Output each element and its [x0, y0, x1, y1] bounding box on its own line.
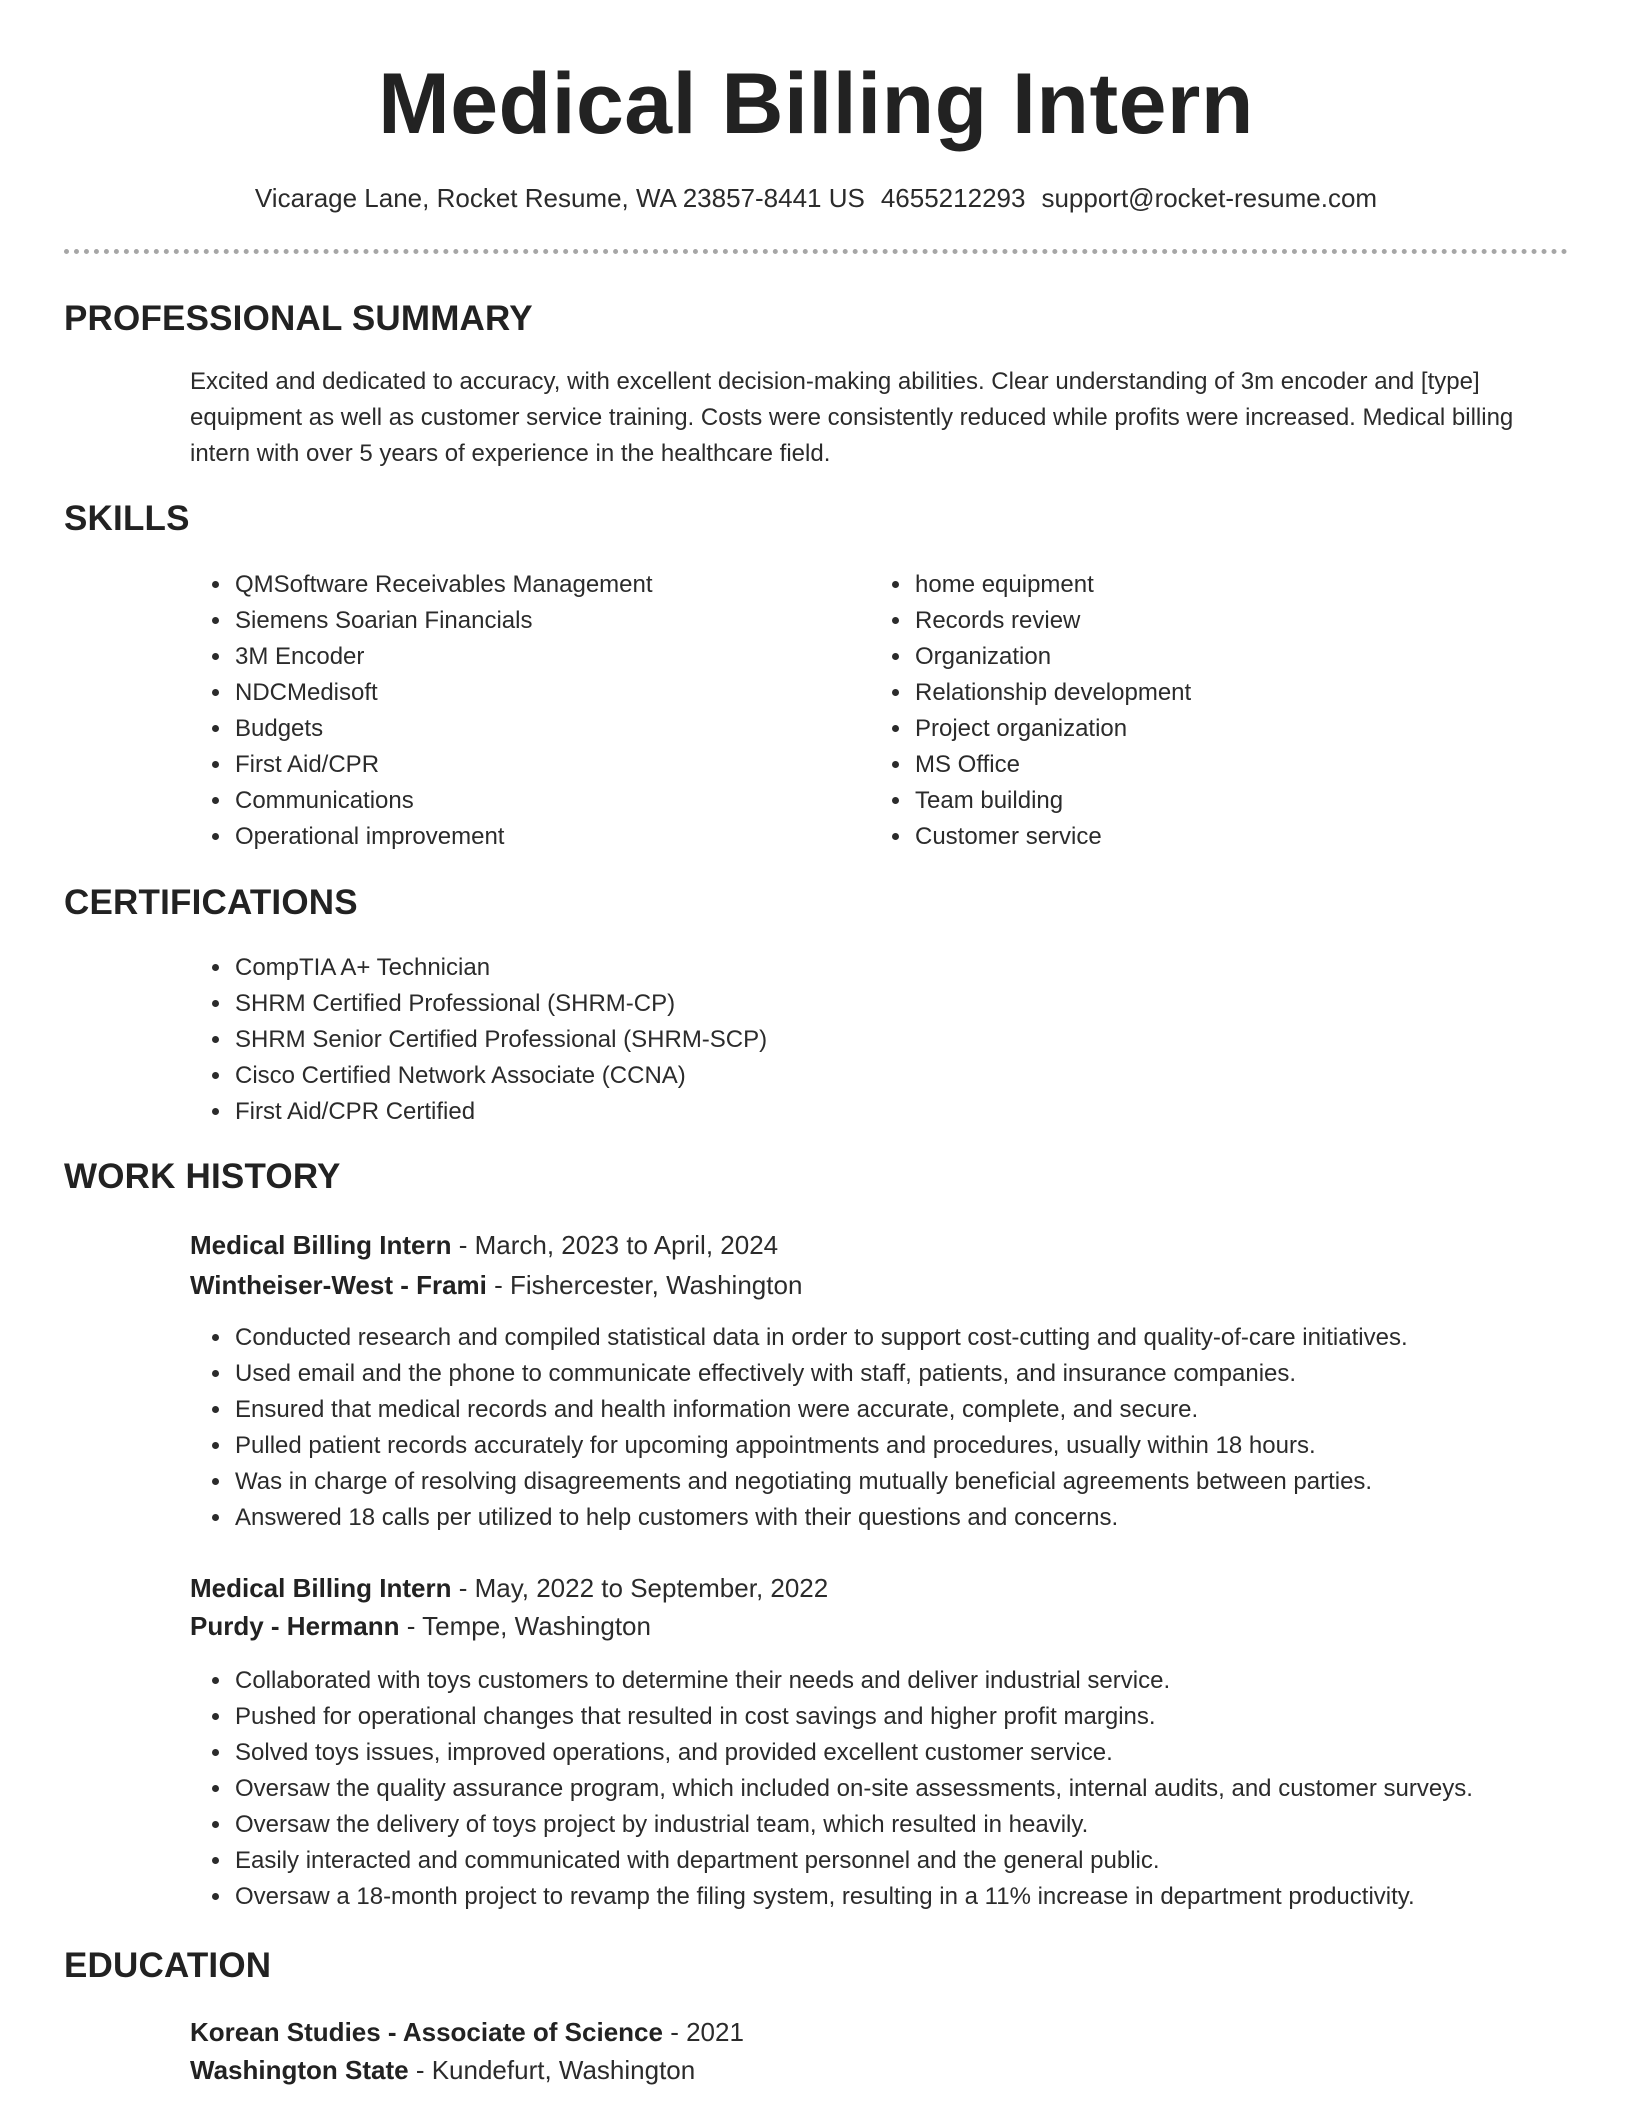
skills-heading: SKILLS	[64, 499, 190, 538]
job-company-line	[190, 1608, 651, 1644]
certification-item: • Cisco Certified Network Associate (CCNA)	[233, 1058, 1233, 1094]
skill-item: • Relationship development	[913, 675, 1513, 711]
skills-list-left	[190, 567, 833, 855]
skill-item: • Organization	[913, 639, 1513, 675]
certification-item: • CompTIA A+ Technician	[233, 950, 1233, 986]
graduation-year: - 2021	[662, 2017, 744, 2047]
certification-item: • SHRM Certified Professional (SHRM-CP)	[233, 986, 1233, 1022]
skill-item: • Project organization	[913, 711, 1513, 747]
skill-item: • Records review	[913, 603, 1513, 639]
job-bullet: • Oversaw the quality assurance program, which included on-site assessments, internal audits, and customer surveys.	[233, 1771, 1632, 1807]
contact-line	[0, 180, 1632, 216]
job-title: Medical Billing Intern	[190, 1573, 452, 1603]
summary-text: Excited and dedicated to accuracy, with excellent decision-making abilities. Clear understanding of 3m encoder and [type] equipment as well as customer service training. Costs were consistently reduced while profits were increased. Medical billing intern with over 5 years of experience in the healthcare field.	[190, 368, 1514, 467]
skill-item: • Operational improvement	[233, 819, 833, 855]
summary-heading: PROFESSIONAL SUMMARY	[64, 299, 533, 338]
job-company: Purdy - Hermann	[190, 1611, 400, 1641]
job-dates: - March, 2023 to April, 2024	[451, 1230, 779, 1260]
school-location: - Kundefurt, Washington	[408, 2055, 696, 2085]
job-bullet: • Pushed for operational changes that resulted in cost savings and higher profit margins.	[233, 1699, 1632, 1735]
job-company-line	[190, 1267, 802, 1303]
school-line	[190, 2052, 695, 2088]
work-history-heading: WORK HISTORY	[64, 1157, 341, 1196]
skills-list-right	[870, 567, 1513, 855]
certifications-heading: CERTIFICATIONS	[64, 883, 358, 922]
address: Vicarage Lane, Rocket Resume, WA 23857-8441 US	[254, 183, 865, 213]
skill-item: • NDCMedisoft	[233, 675, 833, 711]
job-bullet: • Oversaw a 18-month project to revamp the filing system, resulting in a 11% increase in department productivity.	[233, 1879, 1632, 1915]
certification-item: • First Aid/CPR Certified	[233, 1094, 1233, 1130]
job-bullet: • Used email and the phone to communicate effectively with staff, patients, and insurance companies.	[233, 1356, 1623, 1392]
skill-item: • Siemens Soarian Financials	[233, 603, 833, 639]
job-bullet: • Was in charge of resolving disagreements and negotiating mutually beneficial agreements between parties.	[233, 1464, 1623, 1500]
degree: Korean Studies - Associate of Science	[190, 2017, 663, 2047]
school: Washington State	[190, 2055, 409, 2085]
certifications-list	[190, 950, 1233, 1130]
job-bullet: • Pulled patient records accurately for upcoming appointments and procedures, usually within 18 hours.	[233, 1428, 1623, 1464]
job-title-line	[190, 1227, 778, 1263]
skill-item: • QMSoftware Receivables Management	[233, 567, 833, 603]
certification-item: • SHRM Senior Certified Professional (SHRM-SCP)	[233, 1022, 1233, 1058]
skill-item: • Budgets	[233, 711, 833, 747]
job-bullet: • Collaborated with toys customers to determine their needs and deliver industrial service.	[233, 1663, 1632, 1699]
header-divider	[64, 249, 1568, 254]
email: support@rocket-resume.com	[1041, 183, 1378, 213]
job-location: - Fishercester, Washington	[486, 1270, 803, 1300]
phone: 4655212293	[880, 183, 1026, 213]
job-dates: - May, 2022 to September, 2022	[451, 1573, 829, 1603]
education-heading: EDUCATION	[64, 1946, 272, 1985]
skill-item: • Team building	[913, 783, 1513, 819]
skill-item: • home equipment	[913, 567, 1513, 603]
job-company: Wintheiser-West - Frami	[190, 1270, 487, 1300]
skill-item: • 3M Encoder	[233, 639, 833, 675]
job-bullet: • Solved toys issues, improved operations, and provided excellent customer service.	[233, 1735, 1632, 1771]
skill-item: • Customer service	[913, 819, 1513, 855]
skill-item: • Communications	[233, 783, 833, 819]
job-title-line	[190, 1570, 828, 1606]
job-title: Medical Billing Intern	[190, 1230, 452, 1260]
degree-line	[190, 2014, 744, 2050]
job-bullet: • Answered 18 calls per utilized to help customers with their questions and concerns.	[233, 1500, 1623, 1536]
job-bullet: • Ensured that medical records and health information were accurate, complete, and secure.	[233, 1392, 1623, 1428]
job-bullet: • Easily interacted and communicated with department personnel and the general public.	[233, 1843, 1632, 1879]
candidate-name: Medical Billing Intern	[378, 56, 1254, 152]
job-bullet: • Oversaw the delivery of toys project by industrial team, which resulted in heavily.	[233, 1807, 1632, 1843]
job-location: - Tempe, Washington	[399, 1611, 651, 1641]
job-bullet: • Conducted research and compiled statistical data in order to support cost-cutting and quality-of-care initiatives.	[233, 1320, 1623, 1356]
job-bullets	[190, 1663, 1632, 1915]
skill-item: • First Aid/CPR	[233, 747, 833, 783]
skill-item: • MS Office	[913, 747, 1513, 783]
job-bullets	[190, 1320, 1623, 1536]
